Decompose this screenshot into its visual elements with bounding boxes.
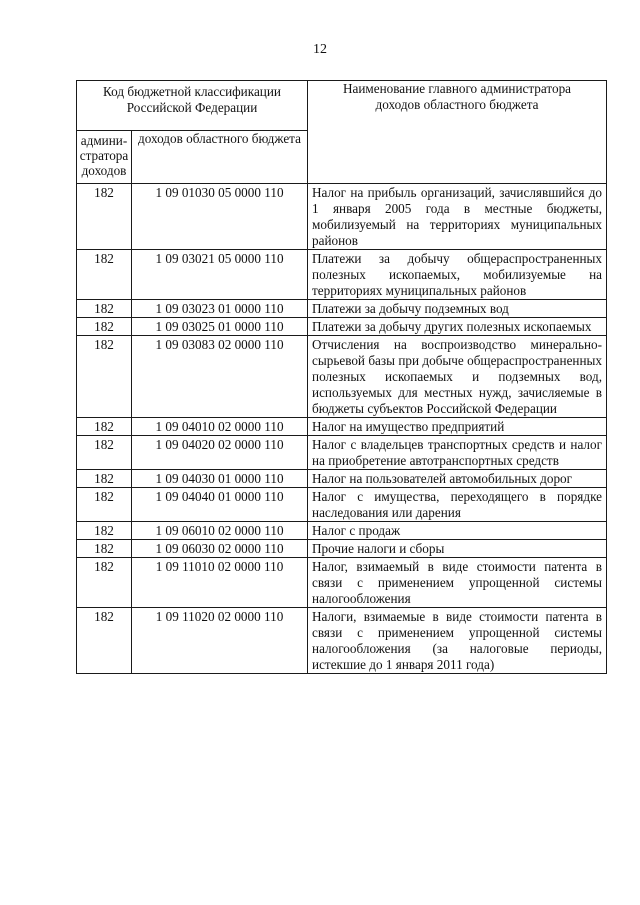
table-row	[77, 418, 607, 436]
administrator-code-cell: 182	[77, 540, 132, 558]
administrator-code-cell: 182	[77, 436, 132, 470]
administrator-code-cell: 182	[77, 488, 132, 522]
table-row	[77, 488, 607, 522]
header-administrator-name: Наименование главного администратора доходов областного бюджета	[308, 81, 607, 184]
income-name-cell: Налог на имущество предприятий	[308, 418, 607, 436]
header-budget-classification-code: Код бюджетной классификации Российской Федерации	[77, 81, 308, 131]
income-name-cell: Налог на прибыль организаций, зачислявшийся до 1 января 2005 года в местные бюджеты, мобилизуемый на территориях муниципальных районов	[308, 184, 607, 250]
page-number: 12	[313, 42, 327, 57]
income-name-cell: Налоги, взимаемые в виде стоимости патента в связи с применением упрощенной системы налогообложения (за налоговые периоды, истекшие до 1 января 2011 года)	[308, 608, 607, 674]
income-name-cell: Платежи за добычу общераспространенных полезных ископаемых, мобилизуемые на территориях муниципальных районов	[308, 250, 607, 300]
table-row	[77, 300, 607, 318]
administrator-code-cell: 182	[77, 522, 132, 540]
income-name-cell: Налог, взимаемый в виде стоимости патента в связи с применением упрощенной системы налогообложения	[308, 558, 607, 608]
table-row	[77, 608, 607, 674]
header-income-code: доходов областного бюджета	[132, 131, 308, 184]
administrator-code-cell: 182	[77, 336, 132, 418]
income-code-cell: 1 09 11020 02 0000 110	[132, 608, 308, 674]
table-header-row-1	[77, 81, 607, 131]
income-name-cell: Прочие налоги и сборы	[308, 540, 607, 558]
income-name-cell: Отчисления на воспроизводство минерально-сырьевой базы при добыче общераспространенных полезных ископаемых и подземных вод, используемых для местных нужд, зачисляемые в бюджеты субъектов Российской Федерации	[308, 336, 607, 418]
income-code-cell: 1 09 11010 02 0000 110	[132, 558, 308, 608]
income-name-cell: Налог с продаж	[308, 522, 607, 540]
table-row	[77, 470, 607, 488]
income-name-cell: Платежи за добычу подземных вод	[308, 300, 607, 318]
table-row	[77, 540, 607, 558]
table-row	[77, 558, 607, 608]
income-code-cell: 1 09 04010 02 0000 110	[132, 418, 308, 436]
administrator-code-cell: 182	[77, 184, 132, 250]
income-code-cell: 1 09 03083 02 0000 110	[132, 336, 308, 418]
administrator-code-cell: 182	[77, 318, 132, 336]
administrator-code-cell: 182	[77, 418, 132, 436]
table-row	[77, 318, 607, 336]
table-row	[77, 436, 607, 470]
table-row	[77, 522, 607, 540]
table-row	[77, 250, 607, 300]
budget-classification-table	[76, 80, 607, 674]
income-code-cell: 1 09 04020 02 0000 110	[132, 436, 308, 470]
administrator-code-cell: 182	[77, 608, 132, 674]
header-administrator-code: админи-стратора доходов	[77, 131, 132, 184]
income-name-cell: Платежи за добычу других полезных ископаемых	[308, 318, 607, 336]
table-row	[77, 336, 607, 418]
income-code-cell: 1 09 03023 01 0000 110	[132, 300, 308, 318]
income-name-cell: Налог с владельцев транспортных средств и налог на приобретение автотранспортных средств	[308, 436, 607, 470]
income-code-cell: 1 09 06030 02 0000 110	[132, 540, 308, 558]
administrator-code-cell: 182	[77, 300, 132, 318]
income-code-cell: 1 09 04030 01 0000 110	[132, 470, 308, 488]
table-body	[77, 184, 607, 674]
administrator-code-cell: 182	[77, 250, 132, 300]
income-code-cell: 1 09 01030 05 0000 110	[132, 184, 308, 250]
administrator-code-cell: 182	[77, 558, 132, 608]
income-name-cell: Налог на пользователей автомобильных дорог	[308, 470, 607, 488]
administrator-code-cell: 182	[77, 470, 132, 488]
income-name-cell: Налог с имущества, переходящего в порядке наследования или дарения	[308, 488, 607, 522]
income-code-cell: 1 09 03021 05 0000 110	[132, 250, 308, 300]
table-row	[77, 184, 607, 250]
income-code-cell: 1 09 03025 01 0000 110	[132, 318, 308, 336]
income-code-cell: 1 09 04040 01 0000 110	[132, 488, 308, 522]
income-code-cell: 1 09 06010 02 0000 110	[132, 522, 308, 540]
